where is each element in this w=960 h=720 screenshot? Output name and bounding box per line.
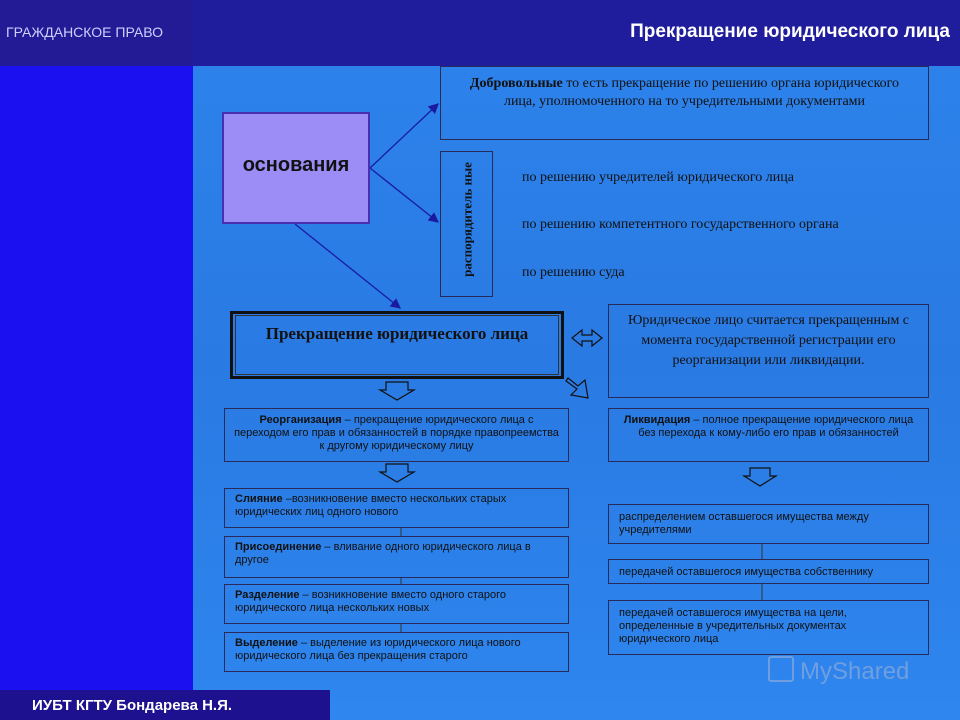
down-arrow-icon [380, 464, 414, 482]
reorganization-type [224, 488, 569, 528]
reorganization-box [224, 408, 569, 462]
administrative-box [440, 151, 493, 297]
watermark-text: MyShared [800, 658, 910, 685]
reorganization-type [224, 584, 569, 624]
voluntary-text: то есть прекращение по решению органа юридического лица, уполномоченного на то учредительными документами [503, 76, 900, 109]
administrative-item: по решению суда [522, 265, 625, 280]
administrative-item: по решению компетентного государственного органа [522, 217, 839, 232]
reorganization-type [224, 632, 569, 672]
arrow-to-termination [295, 224, 400, 308]
page-title: Прекращение юридического лица [630, 21, 950, 42]
double-arrow-icon [572, 330, 602, 346]
administrative-item: по решению учредителей юридического лица [522, 170, 794, 185]
type-bold: Присоединение [235, 541, 322, 553]
reorganization-type [224, 536, 569, 578]
termination-box [235, 315, 559, 375]
liquidation-bold: Ликвидация [623, 414, 691, 426]
type-text: – возникновение вместо одного старого юридического лица нескольких новых [235, 589, 507, 614]
liquidation-step: распределением оставшегося имущества между учредителями [608, 504, 929, 544]
reorganization-bold: Реорганизация [259, 414, 342, 426]
type-bold: Разделение [235, 589, 300, 601]
author-credit: ИУБТ КГТУ Бондарева Н.Я. [32, 697, 233, 714]
type-text: – вливание одного юридического лица в другое [235, 541, 531, 566]
type-bold: Выделение [235, 637, 298, 649]
watermark-logo-icon [768, 656, 794, 682]
diagonal-arrow-icon [566, 378, 588, 398]
down-arrow-icon [380, 382, 414, 400]
administrative-label: распорядитель ные [459, 162, 475, 277]
type-text: – выделение из юридического лица нового юридического лица без прекращения старого [235, 637, 521, 662]
type-bold: Слияние [235, 493, 283, 505]
arrow-to-administrative [370, 168, 438, 222]
registration-note: Юридическое лицо считается прекращенным с момента государственной регистрации его реорганизации или ликвидации. [608, 304, 929, 398]
reorganization-text: – прекращение юридического лица с переходом его прав и обязанностей в порядке правопреемства к другому юридическому лицу [234, 414, 559, 452]
watermark [768, 656, 909, 686]
arrow-to-voluntary [370, 104, 438, 168]
termination-label: Прекращение юридического лица [265, 324, 529, 343]
down-arrow-icon [744, 468, 776, 486]
liquidation-step: передачей оставшегося имущества на цели, определенные в учредительных документах юридического лица [608, 600, 929, 655]
voluntary-bold: Добровольные [469, 76, 563, 91]
liquidation-text: – полное прекращение юридического лица без перехода к кому-либо его прав и обязанностей [638, 414, 914, 439]
grounds-box [222, 112, 370, 224]
voluntary-box [440, 66, 929, 140]
subject-title: ГРАЖДАНСКОЕ ПРАВО [6, 24, 163, 40]
liquidation-step: передачей оставшегося имущества собственнику [608, 559, 929, 584]
grounds-label: основания [242, 154, 350, 176]
type-text: –возникновение вместо нескольких старых юридических лиц одного нового [235, 493, 507, 518]
liquidation-box [608, 408, 929, 462]
